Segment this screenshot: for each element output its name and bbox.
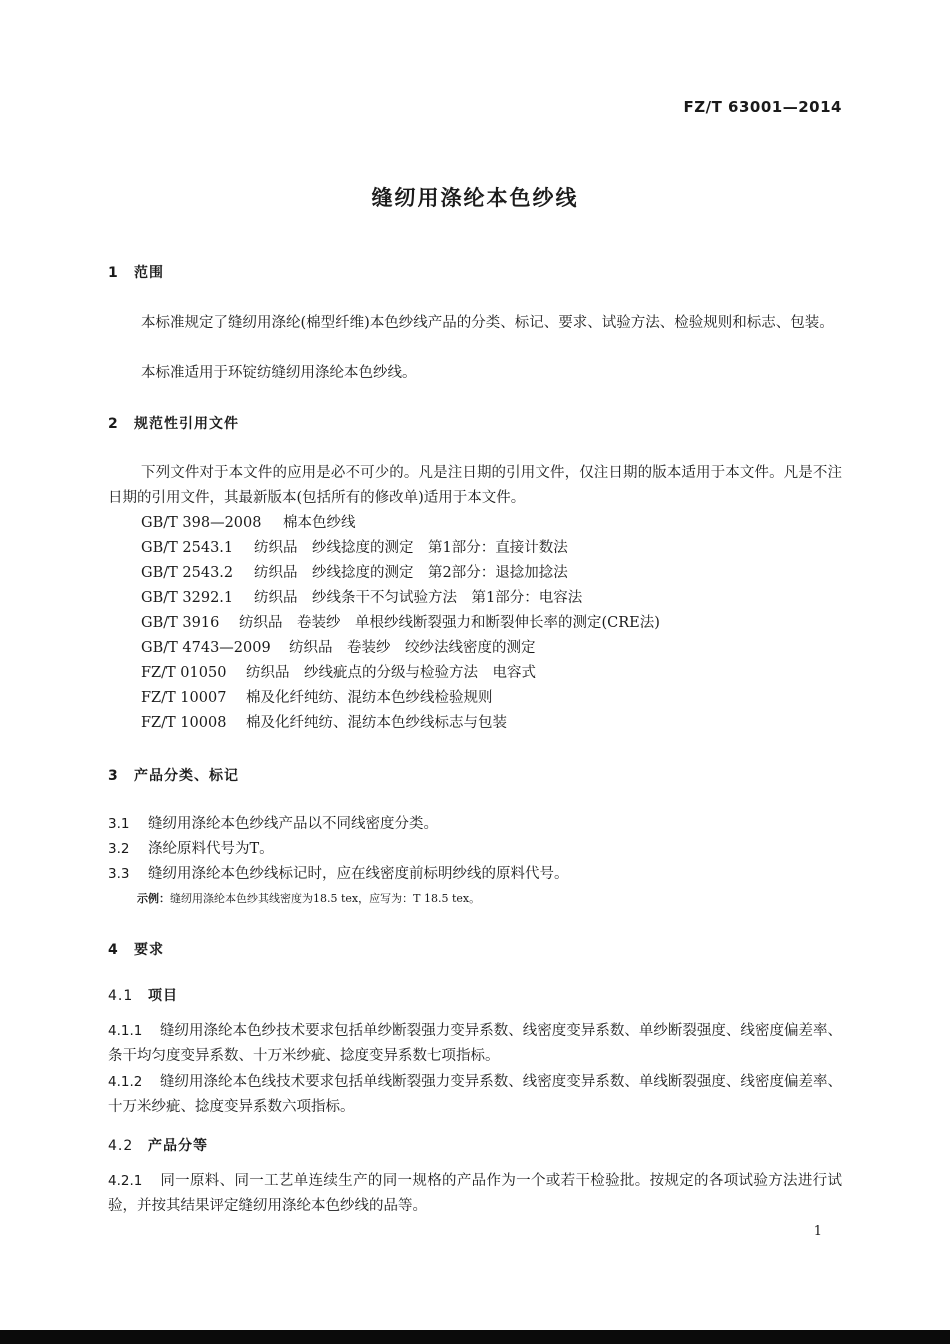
clause-number: 3.3 [108,866,130,882]
reference-code: GB/T 4743—2009 [141,640,271,656]
reference-title: 纺织品 卷装纱 单根纱线断裂强力和断裂伸长率的测定(CRE法) [239,615,660,631]
section-number: 4 [108,942,119,958]
subsection-title: 项目 [148,988,178,1004]
example-label: 示例： [137,892,170,905]
section-title: 要求 [134,942,164,958]
reference-code: GB/T 2543.2 [141,565,234,581]
clause-text: 缝纫用涤纶本色纱线标记时，应在线密度前标明纱线的原料代号。 [148,866,569,882]
page-number: 1 [813,1224,822,1239]
reference-code: GB/T 398—2008 [141,515,262,531]
reference-title: 纺织品 纱线疵点的分级与检验方法 电容式 [246,665,536,681]
reference-item [141,711,507,736]
clause-number: 3.1 [108,816,130,832]
section-3-heading [108,765,239,785]
scope-paragraph: 本标准规定了缝纫用涤纶(棉型纤维)本色纱线产品的分类、标记、要求、试验方法、检验规则和标志、包装。 [141,315,834,331]
reference-title: 纺织品 纱线捻度的测定 第2部分：退捻加捻法 [254,565,568,581]
scope-applicability: 本标准适用于环锭纺缝纫用涤纶本色纱线。 [141,365,417,381]
clause-number: 3.2 [108,841,130,857]
clause-text: 缝纫用涤纶本色纱线产品以不同线密度分类。 [148,816,438,832]
section-title: 范围 [134,265,164,281]
reference-item [141,661,536,686]
clause-number: 4.2.1 [108,1173,143,1189]
reference-item [141,611,660,636]
clause-3-1 [108,812,842,837]
document-title: 缝纫用涤纶本色纱线 [371,186,579,210]
clause-4-2-1 [108,1169,842,1219]
section-number: 3 [108,768,119,784]
reference-title: 棉及化纤纯纺、混纺本色纱线检验规则 [246,690,493,706]
reference-item [141,511,356,536]
subsection-4-2-heading [108,1135,208,1155]
reference-title: 纺织品 卷装纱 绞纱法线密度的测定 [289,640,536,656]
clause-3-2 [108,837,842,862]
clause-text: 缝纫用涤纶本色纱技术要求包括单纱断裂强力变异系数、线密度变异系数、单纱断裂强度、线密度偏差率、条干均匀度变异系数、十万米纱疵、捻度变异系数七项指标。 [108,1023,842,1064]
section-1-heading [108,262,164,282]
example-note [137,890,480,906]
section-2-heading [108,413,239,433]
reference-title: 纺织品 纱线条干不匀试验方法 第1部分：电容法 [254,590,583,606]
section-title: 产品分类、标记 [134,768,239,784]
subsection-number: 4.2 [108,1138,134,1154]
reference-item [141,686,493,711]
reference-code: GB/T 2543.1 [141,540,234,556]
reference-code: GB/T 3292.1 [141,590,234,606]
clause-text: 涤纶原料代号为T。 [148,841,274,857]
reference-item [141,561,568,586]
clause-4-1-2 [108,1070,842,1120]
section-number: 1 [108,265,119,281]
subsection-title: 产品分等 [148,1138,208,1154]
subsection-4-1-heading [108,985,178,1005]
standard-code: FZ/T 63001—2014 [683,98,842,116]
reference-code: FZ/T 10007 [141,690,227,706]
example-text: 缝纫用涤纶本色纱其线密度为18.5 tex，应写为：T 18.5 tex。 [170,892,481,905]
bottom-scan-edge [0,1330,950,1344]
subsection-number: 4.1 [108,988,134,1004]
reference-item [141,586,582,611]
section-4-heading [108,939,164,959]
clause-number: 4.1.1 [108,1023,143,1039]
reference-title: 棉本色纱线 [283,515,356,531]
reference-item [141,636,536,661]
reference-item [141,536,568,561]
reference-title: 纺织品 纱线捻度的测定 第1部分：直接计数法 [254,540,568,556]
section-number: 2 [108,416,119,432]
references-intro: 下列文件对于本文件的应用是必不可少的。凡是注日期的引用文件，仅注日期的版本适用于本文件。凡是不注日期的引用文件，其最新版本(包括所有的修改单)适用于本文件。 [108,465,842,506]
clause-text: 缝纫用涤纶本色线技术要求包括单线断裂强力变异系数、线密度变异系数、单线断裂强度、线密度偏差率、十万米纱疵、捻度变异系数六项指标。 [108,1074,842,1115]
reference-code: FZ/T 01050 [141,665,227,681]
reference-code: FZ/T 10008 [141,715,227,731]
clause-4-1-1 [108,1019,842,1069]
clause-3-3 [108,862,842,887]
clause-number: 4.1.2 [108,1074,143,1090]
reference-code: GB/T 3916 [141,615,220,631]
clause-text: 同一原料、同一工艺单连续生产的同一规格的产品作为一个或若干检验批。按规定的各项试验方法进行试验，并按其结果评定缝纫用涤纶本色纱线的品等。 [108,1173,842,1214]
reference-title: 棉及化纤纯纺、混纺本色纱线标志与包装 [246,715,507,731]
section-title: 规范性引用文件 [134,416,239,432]
